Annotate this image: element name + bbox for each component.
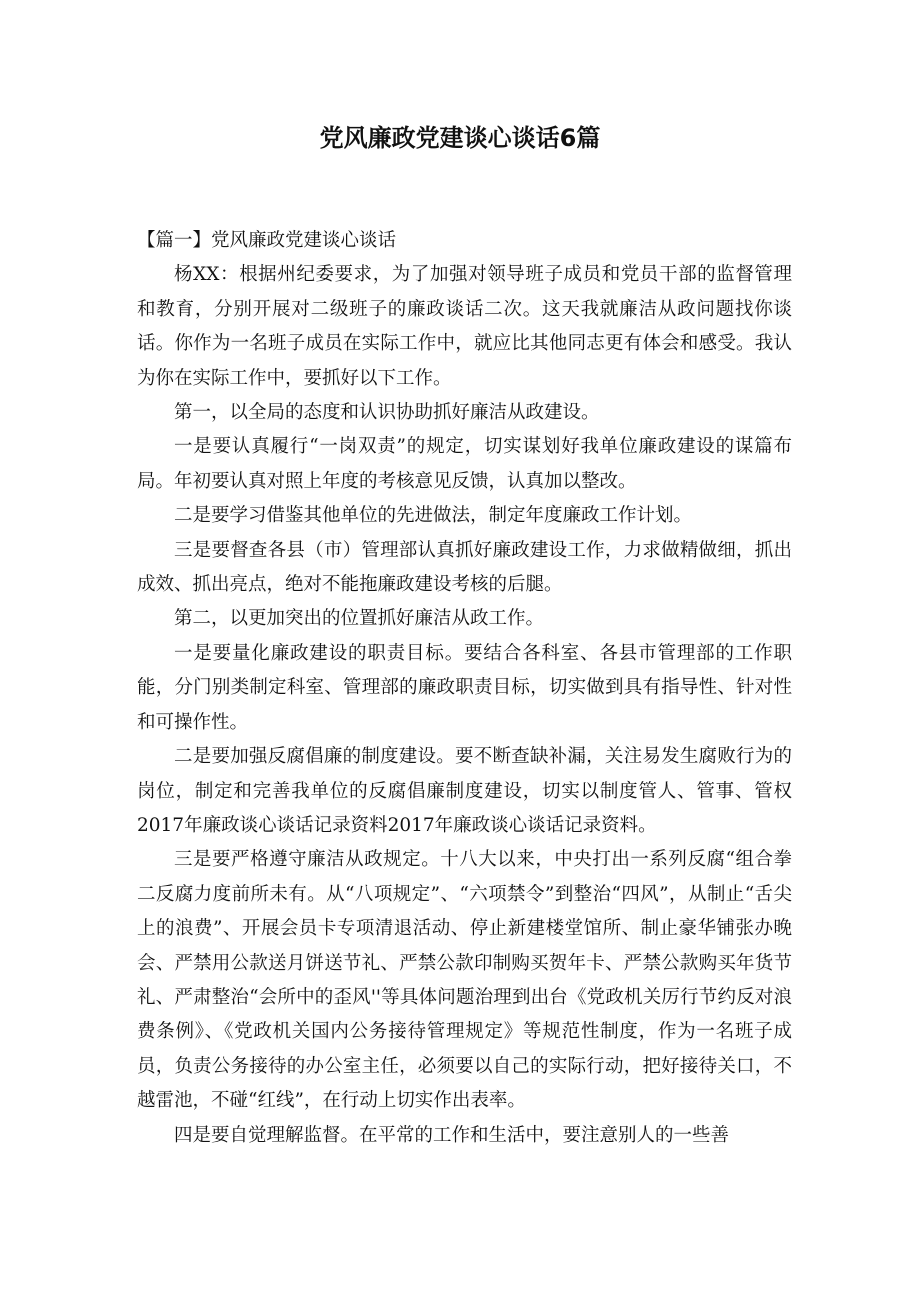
paragraph: 三是要严格遵守廉洁从政规定。十八大以来，中央打出一系列反腐“组合拳二反腐力度前所未有。从“八项规定”、“六项禁令”到整治“四风”，从制止“舌尖上的浪费”、开展会员卡专项清退活动、停止新建楼堂馆所、制止豪华铺张办晚会、严禁用公款送月饼送节礼、严禁公款印制购买贺年卡、严禁公款购买年货节礼、严肃整治“会所中的歪风''等具体问题治理到出台《党政机关厉行节约反对浪费条例》、《党政机关国内公务接待管理规定》等规范性制度，作为一名班子成员，负责公务接待的办公室主任，必须要以自己的实际行动，把好接待关口，不越雷池，不碰“红线”，在行动上切实作出表率。 xyxy=(137,849,792,1112)
paragraph: 三是要督查各县（市）管理部认真抓好廉政建设工作，力求做精做细，抓出成效、抓出亮点，绝对不能拖廉政建设考核的后腿。 xyxy=(137,539,792,596)
paragraph: 一是要量化廉政建设的职责目标。要结合各科室、各县市管理部的工作职能，分门别类制定科室、管理部的廉政职责目标，切实做到具有指导性、针对性和可操作性。 xyxy=(137,642,792,733)
document-body xyxy=(137,224,792,1153)
paragraph: 二是要学习借鉴其他单位的先进做法，制定年度廉政工作计划。 xyxy=(174,505,693,527)
paragraph-point-two: 第二，以更加突出的位置抓好廉洁从政工作。 xyxy=(174,608,545,630)
paragraph: 四是要自觉理解监督。在平常的工作和生活中，要注意别人的一些善 xyxy=(174,1124,730,1146)
section-heading: 【篇一】党风廉政党建谈心谈话 xyxy=(137,230,397,251)
paragraph-point-one: 第一，以全局的态度和认识协助抓好廉洁从政建设。 xyxy=(174,402,600,424)
document-title: 党风廉政党建谈心谈话6篇 xyxy=(319,124,601,152)
paragraph-greeting: 杨XX：根据州纪委要求，为了加强对领导班子成员和党员干部的监督管理和教育，分别开展对二级班子的廉政谈话二次。这天我就廉洁从政问题找你谈话。你作为一名班子成员在实际工作中，就应比其他同志更有体会和感受。我认为你在实际工作中，要抓好以下工作。 xyxy=(137,264,792,389)
paragraph: 二是要加强反腐倡廉的制度建设。要不断查缺补漏，关注易发生腐败行为的岗位，制定和完善我单位的反腐倡廉制度建设，切实以制度管人、管事、管权2017年廉政谈心谈话记录资料2017年廉政谈心谈话记录资料。 xyxy=(137,746,792,836)
paragraph: 一是要认真履行“一岗双责”的规定，切实谋划好我单位廉政建设的谋篇布局。年初要认真对照上年度的考核意见反馈，认真加以整改。 xyxy=(137,436,792,492)
